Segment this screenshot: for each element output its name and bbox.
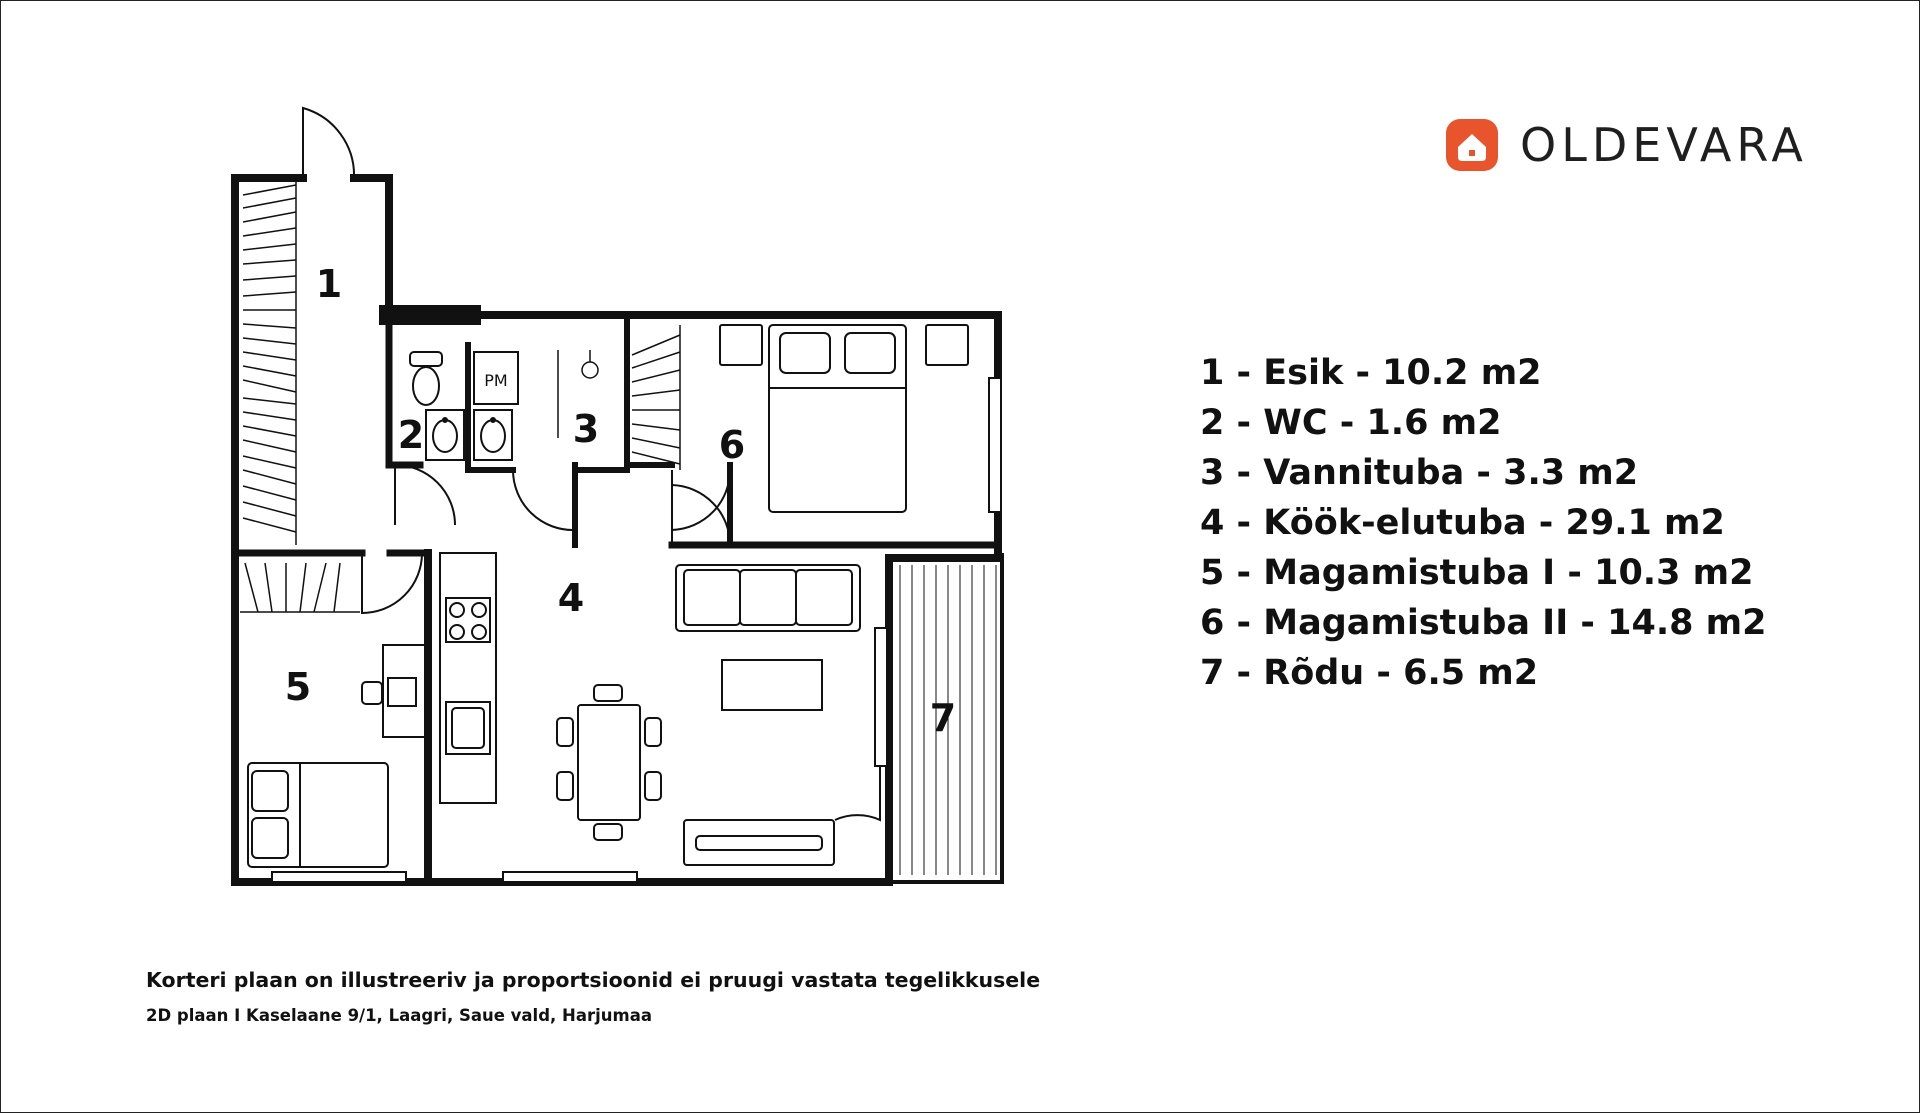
room-number-3: 3 (572, 407, 600, 451)
tv-stand-icon (684, 820, 834, 865)
coffee-table-icon (722, 660, 822, 710)
sink-icon (426, 410, 464, 460)
legend-item: 6 - Magamistuba II - 14.8 m2 (1200, 603, 1767, 643)
kitchen-counter (440, 553, 496, 803)
sofa-icon (676, 565, 860, 631)
disclaimer-caption: Korteri plaan on illustreeriv ja proportsioonid ei pruugi vastata tegelikkusele (146, 968, 1041, 992)
legend-item: 5 - Magamistuba I - 10.3 m2 (1200, 553, 1754, 593)
balcony-door (875, 628, 887, 766)
legend-item: 7 - Rõdu - 6.5 m2 (1200, 653, 1539, 693)
legend-item: 1 - Esik - 10.2 m2 (1200, 353, 1542, 393)
address-line: 2D plaan I Kaselaane 9/1, Laagri, Saue vald, Harjumaa (146, 1006, 652, 1025)
legend-item: 4 - Köök-elutuba - 29.1 m2 (1200, 503, 1725, 543)
room-number-6: 6 (718, 423, 746, 467)
single-bed-icon (248, 763, 388, 867)
room-number-5: 5 (284, 665, 312, 709)
bath-sink-icon (474, 410, 512, 460)
room-legend (1200, 348, 1766, 698)
double-bed-icon (720, 325, 968, 512)
room-number-2: 2 (397, 413, 425, 457)
room-number-1: 1 (315, 262, 343, 306)
room-number-7: 7 (929, 696, 957, 740)
wardrobe-hangers-bedroom-2 (632, 325, 680, 470)
toilet-icon (410, 352, 442, 405)
legend-item: 3 - Vannituba - 3.3 m2 (1200, 453, 1639, 493)
wardrobe-hangers-hall (243, 180, 296, 545)
desk-icon (362, 645, 425, 737)
room-number-4: 4 (557, 576, 585, 620)
meter-label: PM (484, 371, 508, 390)
wardrobe-hangers-bedroom-1 (240, 563, 360, 612)
legend-item: 2 - WC - 1.6 m2 (1200, 403, 1502, 443)
brand-name: OLDEVARA (1520, 118, 1808, 172)
dining-table-icon (557, 685, 661, 840)
